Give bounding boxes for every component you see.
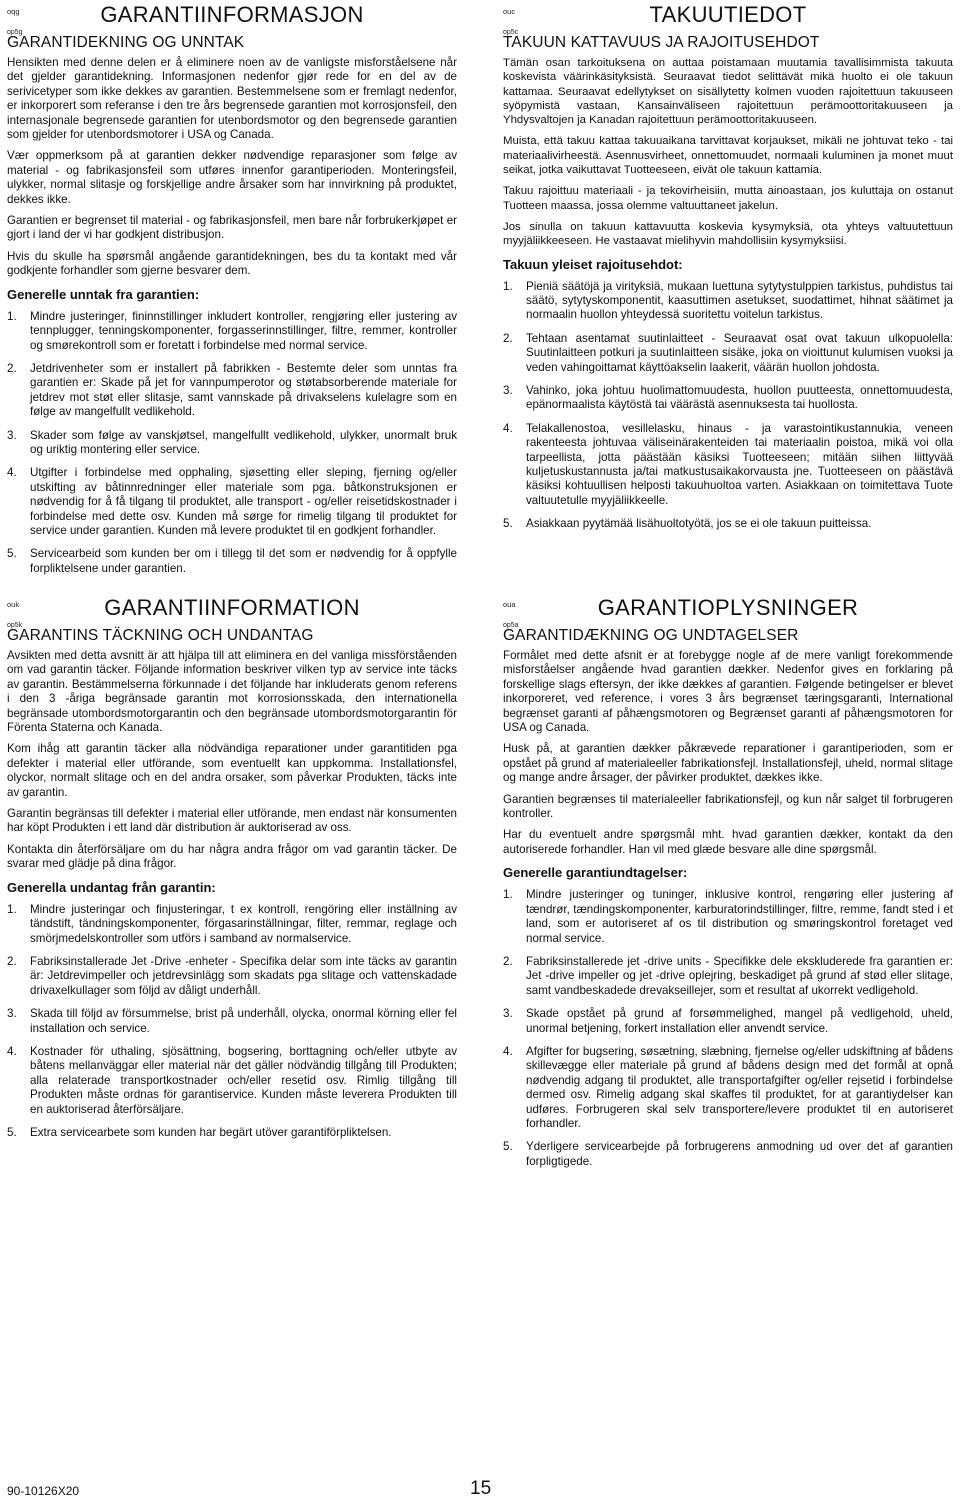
item-text: Tehtaan asentamat suutinlaitteet - Seuraavat osat ovat takuun ulkopuolella: Suutinlaitteen potkuri ja suutinlaitteen sisäke, joka on vioittunut kulumisen vuoksi ja veden vahingoittamat käyttöakselin laakerit, väärän huollon johdosta. xyxy=(526,331,953,374)
item-text: Extra servicearbete som kunden har begärt utöver garantiförpliktelsen. xyxy=(30,1125,392,1139)
item-text: Skader som følge av vanskjøtsel, mangelfullt vedlikehold, ulykker, unormalt bruk og uriktig montering eller service. xyxy=(30,428,457,456)
item-text: Skada till följd av försummelse, brist på underhåll, olycka, onormal körning eller fel installation och service. xyxy=(30,1007,457,1035)
paragraph: Formålet med dette afsnit er at forebygge nogle af de mere vanligt forekommende misforståelser angående hvad garantien dækker. Nedenfor gives en forklaring på forskellige slags eftersyn, der ikke dækkes af garantien. Følgende betingelser er blevet inkorporeret, ved reference, i vores 3 års begrænset tæringsgaranti, International begrænset garanti af påhængsmotoren og Begrænset garanti af påhængsmotoren for USA og Canada. xyxy=(503,649,953,735)
item-number: 4. xyxy=(7,466,17,480)
subsection-code: op5c xyxy=(503,29,519,36)
item-text: Mindre justeringer og tuninger, inklusive kontrol, rengøring eller justering af tændrør, tændingskomponenter, karburatorindstillinger, filtre, remme, fandt sted i et land, som er autoriseret af os til distribution og smøringskontrol foretaget ved normal service. xyxy=(526,888,953,945)
list-item xyxy=(503,332,953,375)
item-text: Yderligere servicearbejde på forbrugerens anmodning ud over det af garantien forpligtigede. xyxy=(526,1140,953,1168)
exclusions-heading: Generelle garantiundtagelser: xyxy=(503,865,688,881)
section-code: oua xyxy=(503,600,516,609)
item-text: Asiakkaan pyytämää lisähuoltotyötä, jos se ei ole takuun puitteissa. xyxy=(526,517,872,531)
list-item xyxy=(503,955,953,998)
paragraph: Garantien begrænses til materialeeller fabrikationsfejl, og kun når salget til forbrugeren kontroller. xyxy=(503,792,953,821)
section-code: oqg xyxy=(7,7,20,16)
paragraph: Kom ihåg att garantin täcker alla nödvändiga reparationer under garantitiden pga defekter i material eller utförande, som eventuellt kan uppkomma. Installationsfel, olyckor, normalt slitage och en del andra orsaker, som påverkar Produkten, täcks inte av garantin. xyxy=(7,742,457,799)
section-danish xyxy=(503,595,953,1178)
item-text: Telakallenostoa, vesillelasku, hinaus - ja varastointikustannukia, veneen rakenteesta johtuvaa väliseinärakenteiden tai materiaalin poistoa, mikä voi olla tarpeellista, jotta päästään käsiksi Tuotteeseen; mitään siihen liittyvää kuljetuskustannusta ja/tai matkustusaikakorvausta jne. Tuotteeseen on päästävä käsiksi kohtuullisen helposti takuuhuoltoa varten. Asiakkaan on toimitettava Tuote valtuutetulle myyjäliikkeelle. xyxy=(526,421,953,507)
paragraph: Takuu rajoittuu materiaali - ja tekovirheisiin, mutta ainoastaan, jos kuluttaja on ostanut Tuotteen maassa, jossa olemme valtuuttaneet jakelun. xyxy=(503,185,953,212)
paragraph: Garantien er begrenset til material - og fabrikasjonsfeil, men bare når forbrukerkjøpet er gjort i land der vi har godkjent distribusjon. xyxy=(7,214,457,242)
paragraph: Kontakta din återförsäljare om du har några andra frågor om vad garantin täcker. De svarar med glädje på dina frågor. xyxy=(7,842,457,871)
item-number: 3. xyxy=(7,428,17,442)
exclusions-heading: Generella undantag från garantin: xyxy=(7,879,216,895)
item-number: 5. xyxy=(503,1140,513,1154)
exclusions-heading: Takuun yleiset rajoitusehdot: xyxy=(503,256,683,272)
subsection-code: op5a xyxy=(503,622,519,629)
paragraph: Muista, että takuu kattaa takuuaikana tarvittavat korjaukset, mikäli ne johtuvat teko - tai materiaalivirheestä. Asennusvirheet, onnettomuudet, normaali kuluminen ja monet muut seikat, jotka vaikuttavat Tuotteeseen, eivät ole takuun kattamia. xyxy=(503,135,953,177)
list-item xyxy=(7,310,457,353)
list-item xyxy=(7,1007,457,1036)
item-number: 1. xyxy=(503,279,513,293)
list-item xyxy=(7,429,457,458)
list-item xyxy=(7,903,457,946)
item-number: 4. xyxy=(503,421,513,435)
list-item xyxy=(7,1045,457,1117)
list-item xyxy=(7,547,457,576)
item-number: 5. xyxy=(7,1125,17,1139)
subsection-title: GARANTIDÆKNING OG UNDTAGELSER xyxy=(503,627,799,644)
item-text: Jetdrivenheter som er installert på fabrikken - Bestemte deler som unntas fra garantien er: Skade på jet for vannpumperotor og støtabsorberende materiale for jetdrev mot støt eller slitasje, samt vannskade på drivakselens kulelagre som en følge av mangelfullt vedlikehold. xyxy=(30,361,457,419)
item-number: 3. xyxy=(503,384,513,397)
item-text: Fabriksinstallerede jet -drive units - Specifikke dele ekskluderede fra garantien er: Jet -drive impeller og jet -drive oplejring, beskadiget på grund af stød eller slitage, samt vandbeskadede drevakseillejer, som et resultat af ukorrekt vedligehold. xyxy=(526,954,953,997)
paragraph: Vær oppmerksom på at garantien dekker nødvendige reparasjoner som følge av material - og fabrikasjonsfeil som utføres innenfor garantiperioden. Monteringsfeil, ulykker, normal slitasje og forskjellige andre årsaker som har innvirkning på produktet, dekkes ikke. xyxy=(7,149,457,206)
list-item xyxy=(503,1140,953,1169)
item-text: Kostnader för uthaling, sjösättning, bogsering, borttagning och/eller utbyte av båtens mellanväggar eller material när det gäller nödvändig tillgång till Produkten; alla relaterade transportkostnader och/eller resetid osv. Rimlig tillgång till Produkten måste ordnas för garantiservice. Kunden måste leverera Produkten till en auktoriserad återförsäljare. xyxy=(30,1044,457,1116)
section-code: ouk xyxy=(7,600,20,609)
item-text: Vahinko, joka johtuu huolimattomuudesta, huollon puutteesta, onnettomuudesta, epänormaalista käytöstä tai väärästä asennuksesta tai huollosta. xyxy=(526,384,953,412)
section-finnish xyxy=(503,2,953,541)
section-title: GARANTIOPLYSNINGER xyxy=(597,595,859,620)
item-number: 1. xyxy=(503,888,513,902)
subsection-code: op5g xyxy=(7,29,23,36)
item-number: 2. xyxy=(7,954,17,968)
item-text: Skade opstået på grund af forsømmelighed, mangel på vedligehold, uheld, unormal betjening, forkert installation eller anvendt service. xyxy=(526,1007,953,1035)
item-text: Mindre justeringar och finjusteringar, t ex kontroll, rengöring eller inställning av tändstift, tändningskomponenter, förgasarinställningar, filter, remmar, reglage och smörjmedelskontroller som utförs i samband av normalservice. xyxy=(30,902,457,945)
exclusions-heading: Generelle unntak fra garantien: xyxy=(7,286,200,302)
paragraph: Husk på, at garantien dækker påkrævede reparationer i garantiperioden, som er opstået på grund af materialeeller fabrikationsfejl. Installationsfejl, uheld, normal slitage og mange andre årsager, der påvirker produktet, dækkes ikke. xyxy=(503,742,953,785)
item-number: 4. xyxy=(7,1044,17,1058)
list-item xyxy=(503,422,953,508)
item-text: Servicearbeid som kunden ber om i tillegg til det som er nødvendig for å oppfylle forpliktelsene under garantien. xyxy=(30,547,457,575)
paragraph: Hvis du skulle ha spørsmål angående garantidekningen, bes du ta kontakt med vår godkjente forhandler som gjerne besvarer dem. xyxy=(7,249,457,278)
section-title: GARANTIINFORMATION xyxy=(104,595,360,620)
list-item xyxy=(503,517,953,531)
item-number: 2. xyxy=(503,331,513,345)
paragraph: Jos sinulla on takuun kattavuutta koskevia kysymyksiä, ota yhteys valtuutettuun myyjäliikkeeseen. He vastaavat mielihyvin mahdollisiin kysymyksiisi. xyxy=(503,220,953,248)
page-number: 15 xyxy=(470,1478,492,1499)
section-code: ouc xyxy=(503,7,516,16)
document-code: 90-10126X20 xyxy=(7,1484,80,1498)
item-number: 2. xyxy=(7,361,17,375)
list-item xyxy=(7,1126,457,1140)
item-text: Utgifter i forbindelse med opphaling, sjøsetting eller sleping, fjerning og/eller utskifting av båtinnredninger eller materiale som pga. båtkonstruksjonen er nødvendig for å få tilgang til produktet, alle transport - og/eller reisetidskostnader i forbindelse med dette osv. Kunden må sørge for rimelig tilgang til produktet for service under garantien. Kunden må levere produktet til en godkjent forhandler. xyxy=(30,466,457,537)
item-text: Pieniä säätöjä ja virityksiä, mukaan luettuna sytytystulppien tarkistus, puhdistus tai säätö, sytytyskomponentit, kaasuttimen asetukset, suodattimet, hihnat säätimet ja normaalin huollon yhteydessä suoritettu voitelun tarkistus. xyxy=(526,279,953,322)
item-number: 5. xyxy=(503,517,513,531)
item-number: 3. xyxy=(503,1007,513,1021)
item-number: 1. xyxy=(7,309,17,323)
item-number: 4. xyxy=(503,1044,513,1058)
list-item xyxy=(503,1045,953,1131)
subsection-title: GARANTINS TÄCKNING OCH UNDANTAG xyxy=(7,627,314,644)
item-number: 5. xyxy=(7,547,17,561)
paragraph: Tämän osan tarkoituksena on auttaa poistamaan muutamia tavallisimmista takuuta koskevista väärinkäsityksistä. Seuraavat tiedot selittävät mikä huolto ei ole takuun kattamaa. Seuraavat edellytykset on sisällytetty kolmen vuoden rajoitettuun takuuseen syöpymistä vastaan, Kansainväliseen rajoitettuun perämoottoritakuuseen ja Yhdysvaltojen ja Kanadan rajoitettuun perämoottoritakuuseen. xyxy=(503,57,953,127)
list-item xyxy=(7,466,457,538)
item-number: 3. xyxy=(7,1007,17,1021)
subsection-title: GARANTIDEKNING OG UNNTAK xyxy=(7,34,245,51)
list-item xyxy=(7,362,457,420)
list-item xyxy=(503,888,953,946)
list-item xyxy=(503,384,953,413)
section-swedish xyxy=(7,595,457,1149)
item-text: Afgifter for bugsering, søsætning, slæbning, fjernelse og/eller udskiftning af bådens skillevægge eller materiale på grund af bådens design med det formål at opnå nødvendig adgang til produktet, alle transportafgifter og/eller rejsetid i forbindelse dermed osv. Rimelig adgang skal skaffes til produktet, for at garantiydelser kan udføres. Forbrugeren skal selv transportere/levere produktet til en autoriseret forhandler. xyxy=(526,1044,953,1130)
subsection-title: TAKUUN KATTAVUUS JA RAJOITUSEHDOT xyxy=(503,34,820,51)
item-text: Fabriksinstallerade Jet -Drive -enheter - Specifika delar som inte täcks av garantin är: Jetdrevimpeller och jetdrevsinlägg som skadats pga slitage och vattenskadade drivaxelkullager som följd av dåligt underhåll. xyxy=(30,954,457,997)
section-norwegian xyxy=(7,2,457,585)
list-item xyxy=(7,955,457,998)
section-title: TAKUUTIEDOT xyxy=(649,2,807,27)
list-item xyxy=(503,280,953,323)
section-title: GARANTIINFORMASJON xyxy=(100,2,364,27)
paragraph: Avsikten med detta avsnitt är att hjälpa till att eliminera en del vanliga missförståenden om vad garantin täcker. Följande information beskriver vilken typ av service inte täcks av garantin. Bestämmelserna förkunnade i det följande har inkluderats genom referens i den 3 -åriga begränsade garantin mot korrosionsskada, den internationella begränsade utombordsmotorgarantin och den begränsade utombordsmotorgarantin för Förenta Staterna och Kanada. xyxy=(7,649,457,735)
paragraph: Hensikten med denne delen er å eliminere noen av de vanligste misforståelsene når det gjelder garantidekning. Informasjonen nedenfor gjør rede for en del av de serivicetyper som ikke dekkes av garantien. Bestemmelsene som er fremlagt nedenfor, er inkorporert som referanse i den tre års begrensede garantien mot korrosjonsfeil, den internasjonale begrensede garantien for utenbordsmotor og den begrensede garantien som gjelder for utenbordsmotorer i USA og Canada. xyxy=(7,56,457,142)
paragraph: Garantin begränsas till defekter i material eller utförande, men endast när konsumenten har köpt Produkten i ett land där distribution är auktoriserad av oss. xyxy=(7,807,457,835)
subsection-code: op5k xyxy=(7,622,23,629)
item-number: 2. xyxy=(503,954,513,968)
paragraph: Har du eventuelt andre spørgsmål mht. hvad garantien dækker, kontakt da den autoriserede forhandler. Han vil med glæde besvare alle dine spørgsmål. xyxy=(503,828,953,856)
item-text: Mindre justeringer, fininnstillinger inkludert kontroller, rengjøring eller justering av tennplugger, tenningskomponenter, forgasserinnstillinger, filtre, remmer, kontroller og smørekontroll som er foretatt i forbindelse med normal service. xyxy=(30,309,457,352)
item-number: 1. xyxy=(7,902,17,916)
list-item xyxy=(503,1007,953,1036)
